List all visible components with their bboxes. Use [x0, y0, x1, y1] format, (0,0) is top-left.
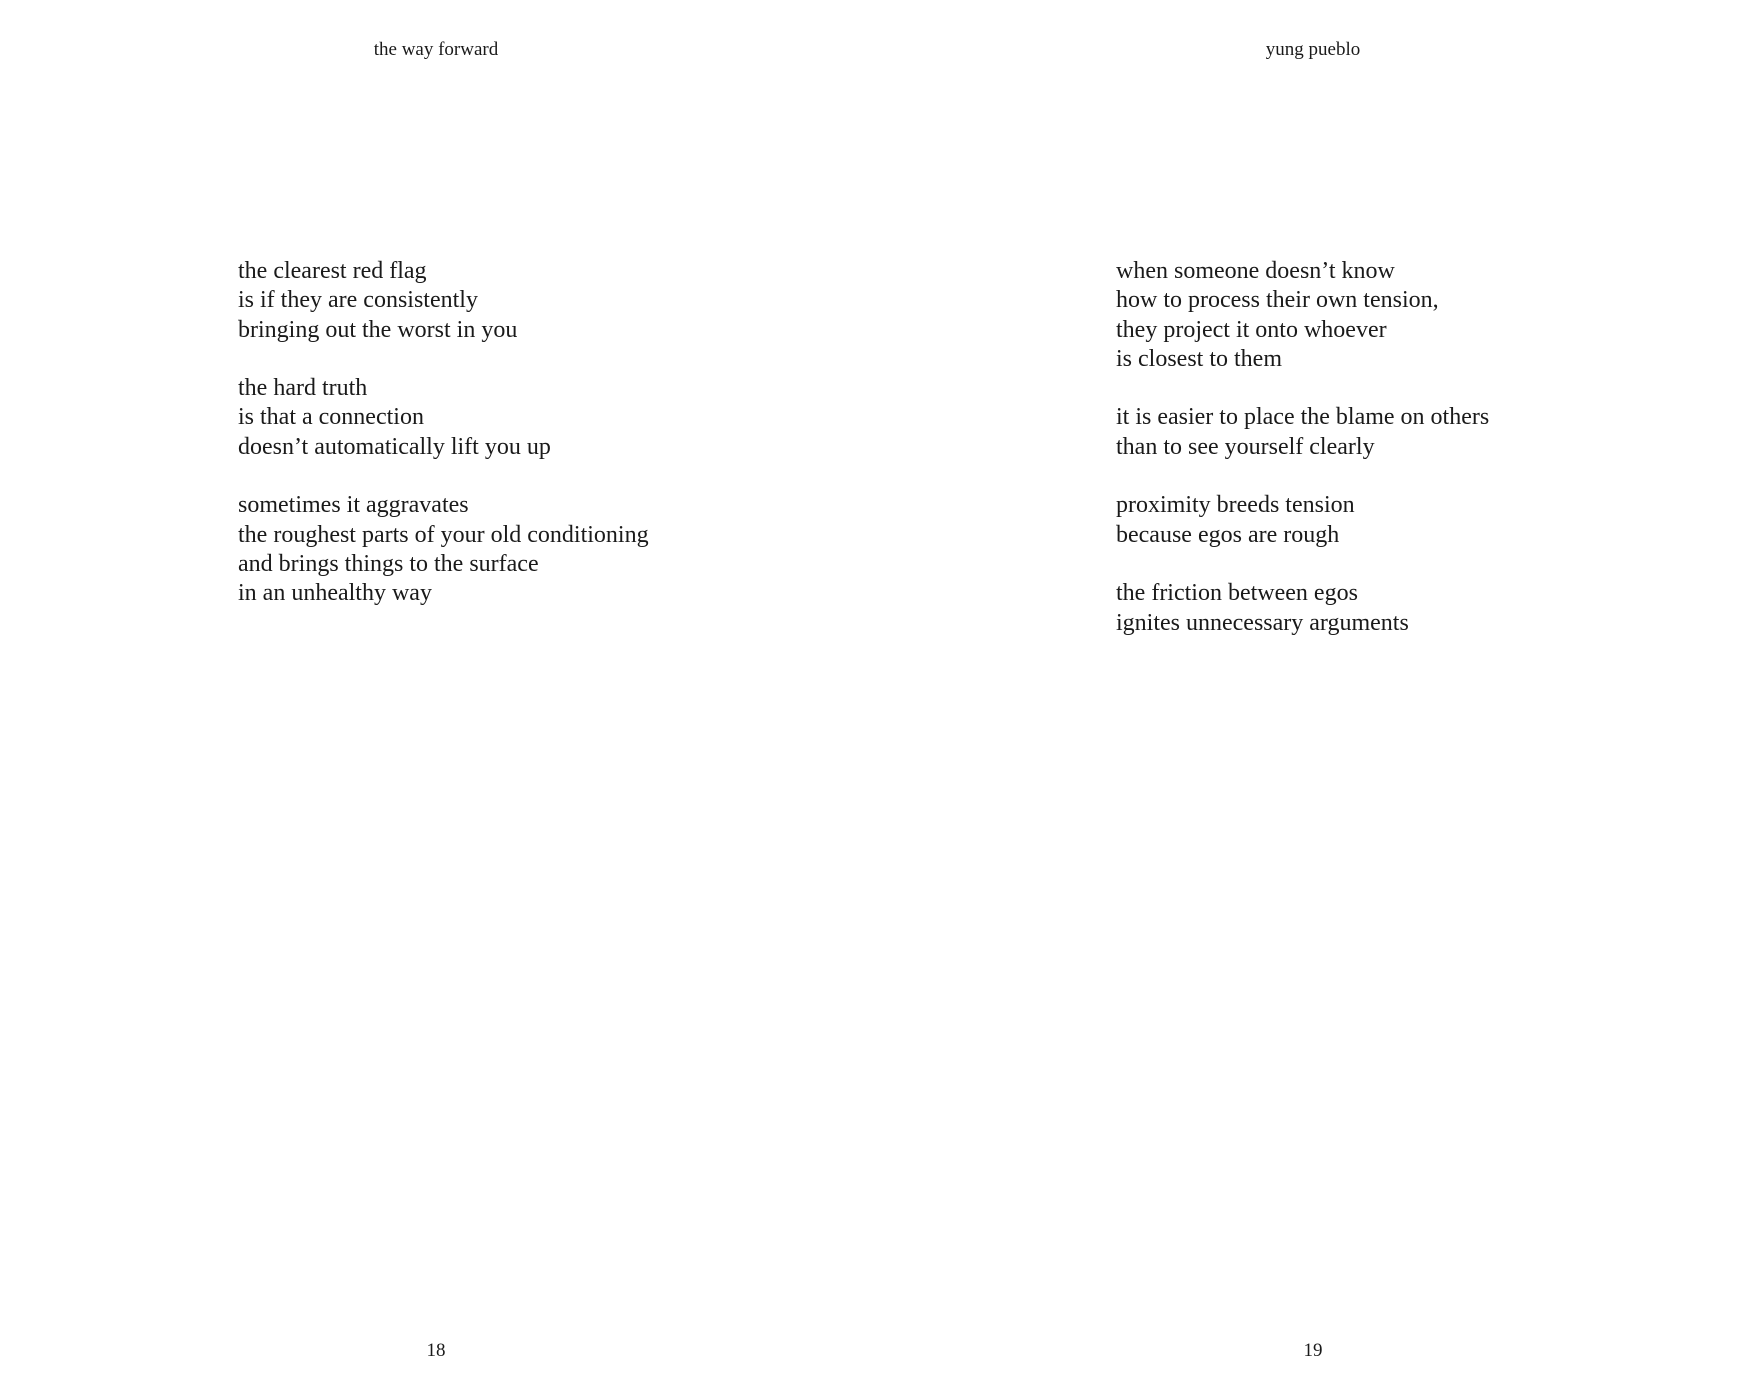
poem-line: the hard truth: [238, 375, 368, 402]
page-number: 18: [426, 1340, 446, 1361]
poem-line: is closest to them: [1116, 345, 1282, 372]
poem-line: the roughest parts of your old conditioning: [238, 521, 649, 548]
page-number: 19: [1303, 1340, 1323, 1361]
poem-line: doesn’t automatically lift you up: [238, 433, 551, 460]
poem-line: is if they are consistently: [238, 287, 478, 314]
poem-line: sometimes it aggravates: [238, 492, 469, 519]
poem-line: the friction between egos: [1116, 580, 1358, 607]
poem-line: because egos are rough: [1116, 521, 1340, 548]
stanza: [1116, 579, 1489, 638]
stanza: [1116, 491, 1489, 550]
poem-line: and brings things to the surface: [238, 550, 539, 577]
poem-line: they project it onto whoever: [1116, 316, 1387, 343]
poem-line: how to process their own tension,: [1116, 287, 1439, 314]
poem-line: bringing out the worst in you: [238, 316, 518, 343]
stanza: [238, 491, 649, 608]
right-page: [873, 0, 1747, 1395]
poem-line: is that a connection: [238, 404, 424, 431]
stanza: [1116, 257, 1489, 374]
poem-line: ignites unnecessary arguments: [1116, 609, 1409, 636]
poem-line: proximity breeds tension: [1116, 492, 1355, 519]
left-page: [0, 0, 873, 1395]
poem-left: [238, 257, 649, 609]
stanza: [238, 257, 649, 345]
poem-line: than to see yourself clearly: [1116, 433, 1375, 460]
poem-line: in an unhealthy way: [238, 580, 432, 607]
running-head-title: the way forward: [373, 39, 499, 60]
stanza: [238, 374, 649, 462]
poem-line: it is easier to place the blame on others: [1116, 404, 1490, 431]
stanza: [1116, 403, 1489, 462]
poem-line: the clearest red flag: [238, 258, 427, 284]
poem-line: when someone doesn’t know: [1116, 258, 1395, 284]
poem-right: [1116, 257, 1489, 638]
running-head-author: yung pueblo: [1265, 39, 1361, 60]
